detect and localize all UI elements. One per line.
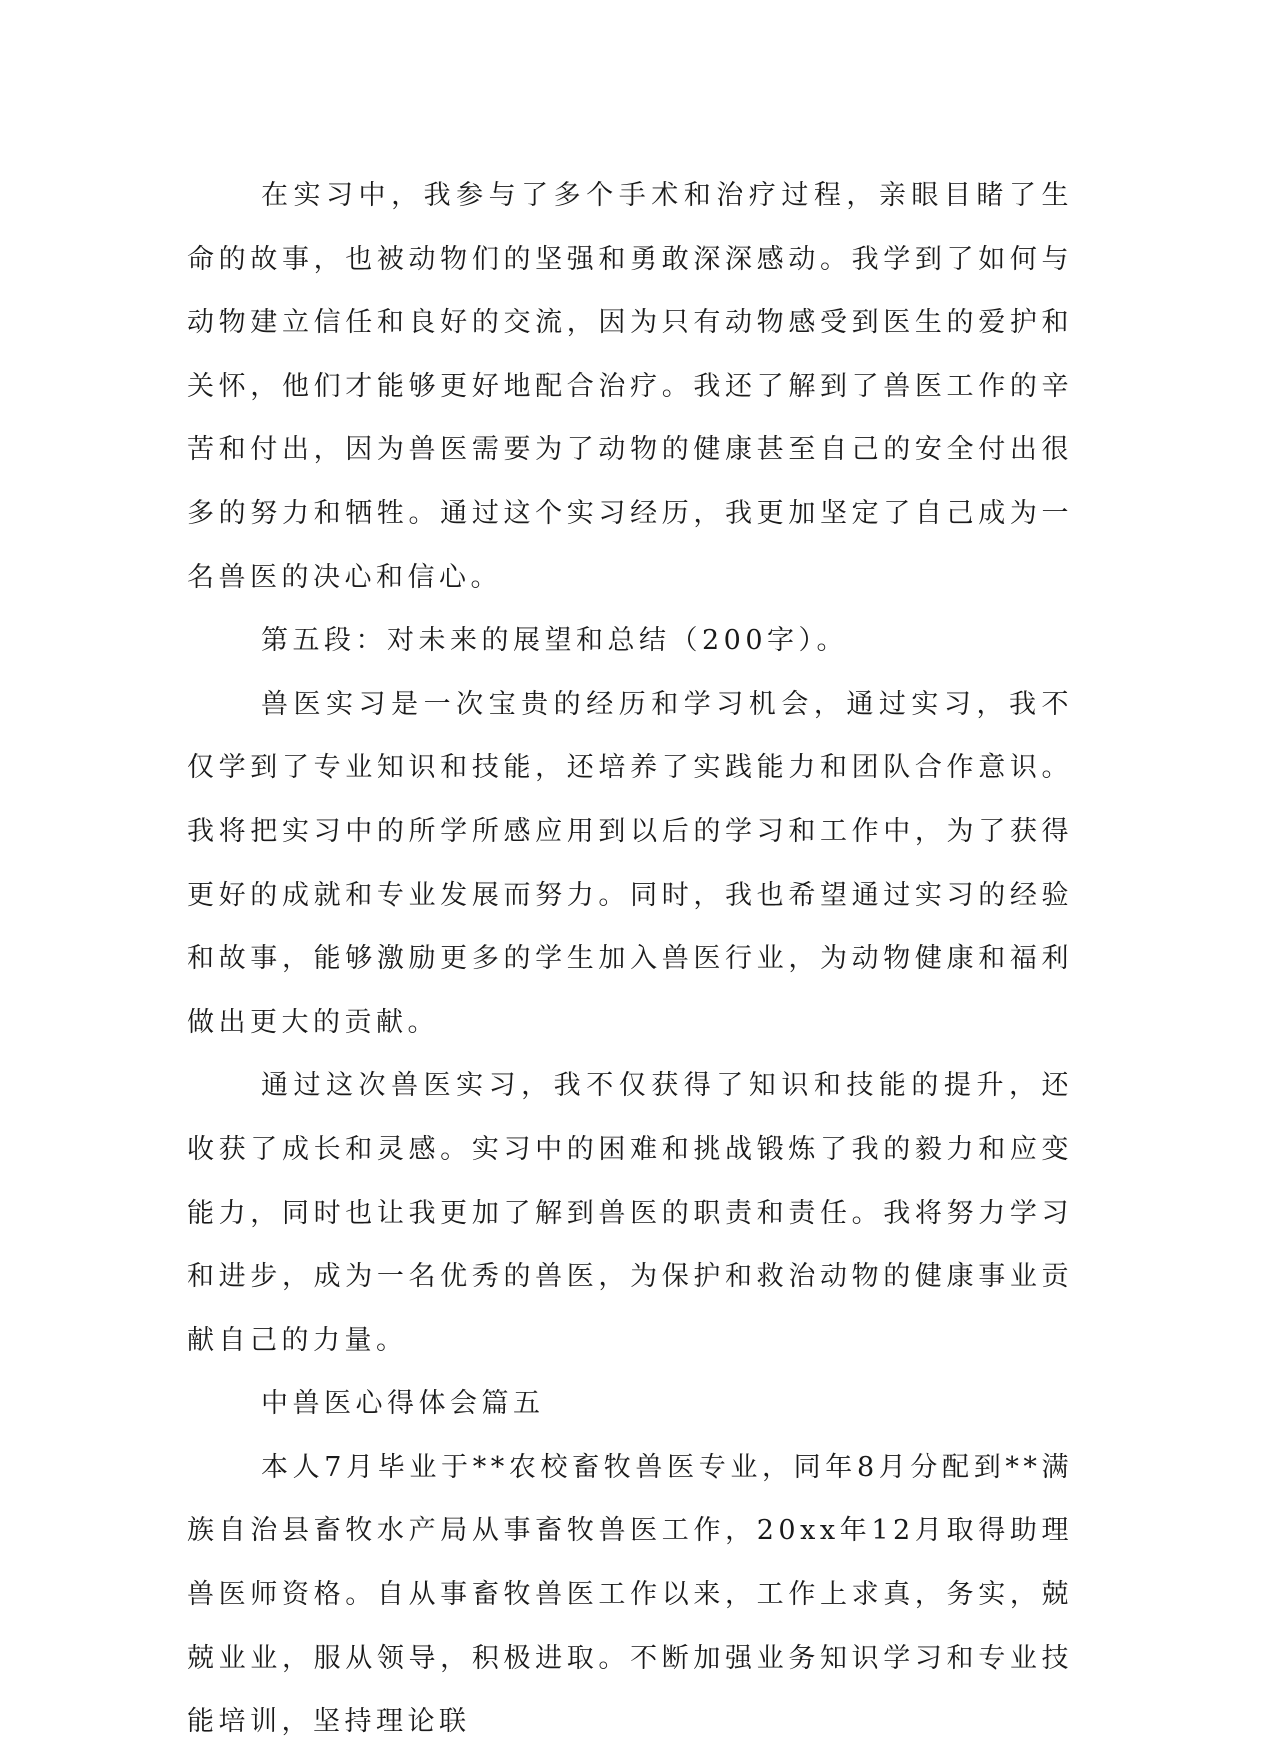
article-title: 中兽医心得体会篇五 [261,1388,545,1420]
paragraph-future-outlook: 兽医实习是一次宝贵的经历和学习机会，通过实习，我不仅学到了专业知识和技能，还培养了实践能力和团队合作意识。我将把实习中的所学所感应用到以后的学习和工作中，为了获得更好的成就和专业发展而努力。同时，我也希望通过实习的经验和故事，能够激励更多的学生加入兽医行业，为动物健康和福利做出更大的贡献。 [187,688,1073,1038]
paragraph-internship-experience: 在实习中，我参与了多个手术和治疗过程，亲眼目睹了生命的故事，也被动物们的坚强和勇敢深深感动。我学到了如何与动物建立信任和良好的交流，因为只有动物感受到医生的爱护和关怀，他们才能够更好地配合治疗。我还了解到了兽医工作的辛苦和付出，因为兽医需要为了动物的健康甚至自己的安全付出很多的努力和牺牲。通过这个实习经历，我更加坚定了自己成为一名兽医的决心和信心。 [187,180,1073,593]
document-body [187,164,1073,1754]
paragraph-personal-background: 本人7月毕业于**农校畜牧兽医专业，同年8月分配到**满族自治县畜牧水产局从事畜牧兽医工作，20xx年12月取得助理兽医师资格。自从事畜牧兽医工作以来，工作上求真，务实，兢兢业业，服从领导，积极进取。不断加强业务知识学习和专业技能培训，坚持理论联 [187,1451,1073,1738]
paragraph-summary: 通过这次兽医实习，我不仅获得了知识和技能的提升，还收获了成长和灵感。实习中的困难和挑战锻炼了我的毅力和应变能力，同时也让我更加了解到兽医的职责和责任。我将努力学习和进步，成为一名优秀的兽医，为保护和救治动物的健康事业贡献自己的力量。 [187,1070,1073,1356]
section-heading-outlook: 第五段：对未来的展望和总结（200字）。 [261,625,849,657]
